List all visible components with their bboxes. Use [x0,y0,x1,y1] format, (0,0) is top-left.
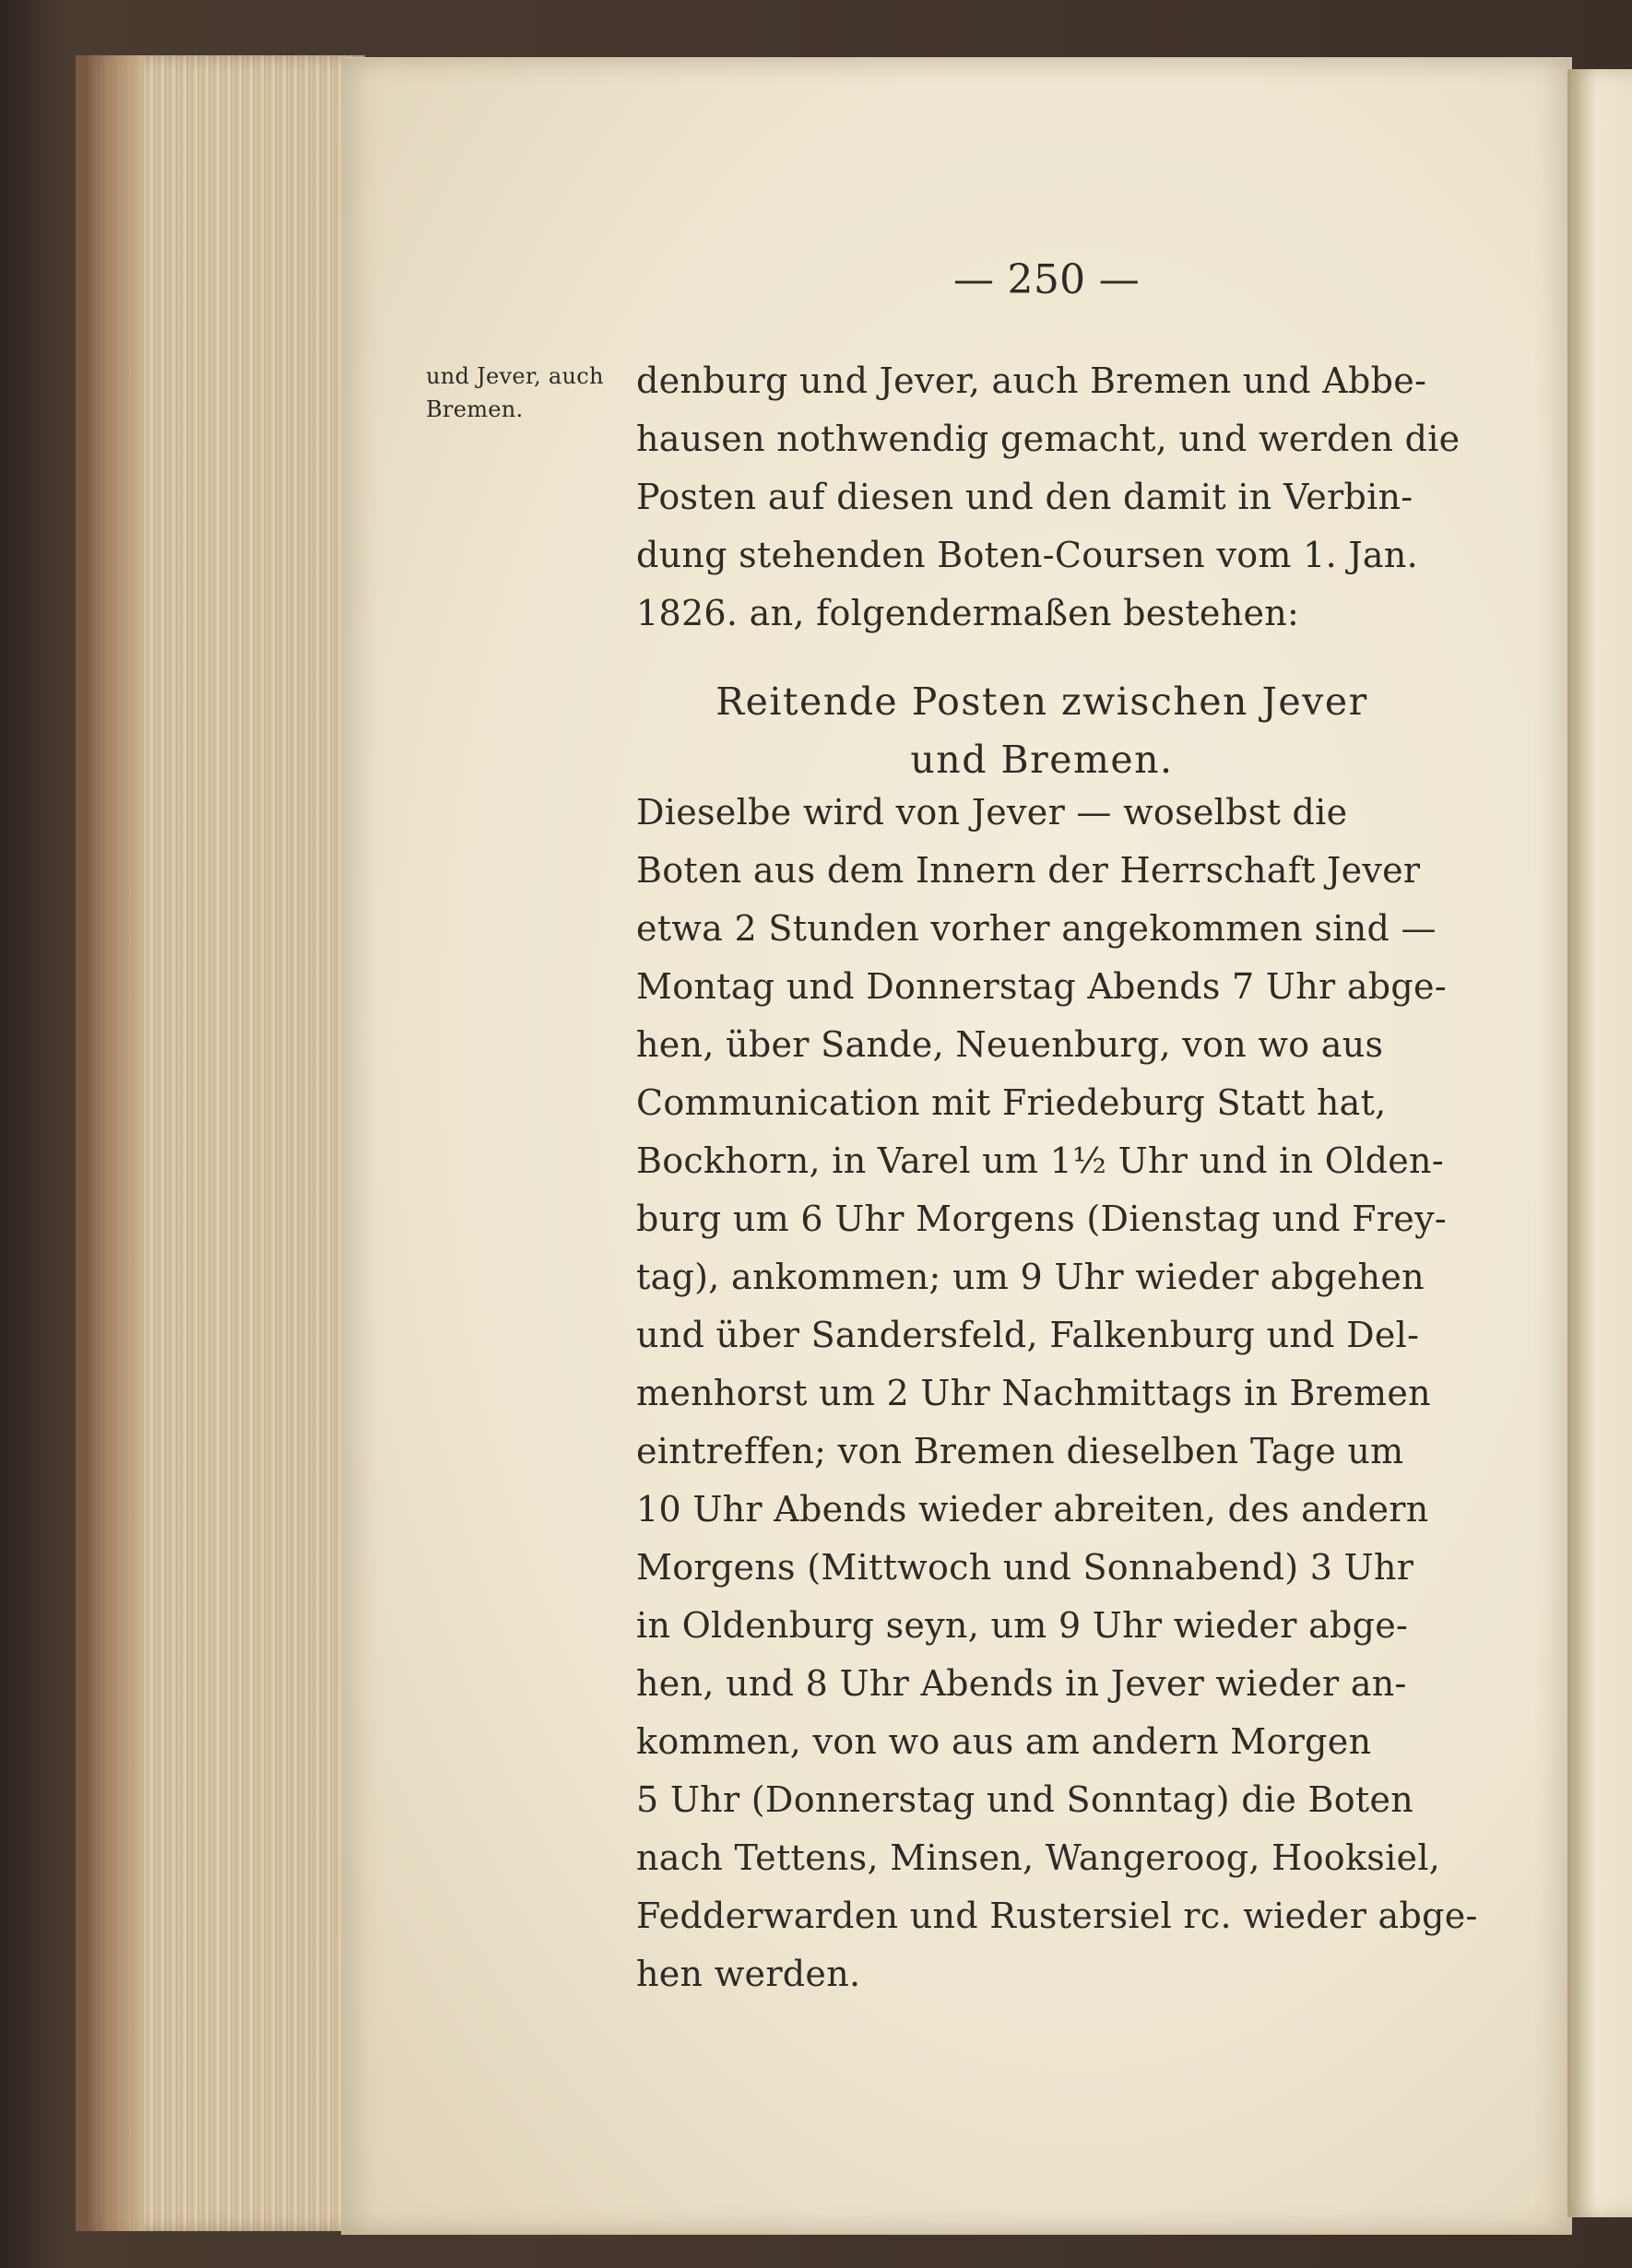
section-heading [645,673,1438,789]
body-line: Fedderwarden und Rustersiel rc. wieder abge- [636,1896,1478,1936]
body-line: Boten aus dem Innern der Herrschaft Jever [636,850,1421,891]
section-heading-line: und Bremen. [910,738,1174,782]
adjacent-page-edge [1567,69,1632,2217]
body-line: hen, und 8 Uhr Abends in Jever wieder an- [636,1663,1407,1704]
body-line: tag), ankommen; um 9 Uhr wieder abgehen [636,1257,1425,1297]
intro-line: 1826. an, folgendermaßen bestehen: [636,593,1300,633]
margin-note-line-2: Bremen. [426,396,524,422]
body-line: Montag und Donnerstag Abends 7 Uhr abge- [636,966,1447,1007]
body-paragraph [636,784,1478,2003]
margin-note-line-1: und Jever, auch [426,363,604,389]
body-line: menhorst um 2 Uhr Nachmittags in Bremen [636,1373,1431,1413]
intro-line: Posten auf diesen und den damit in Verbin- [636,477,1413,517]
body-line: Communication mit Friedeburg Statt hat, [636,1082,1387,1123]
body-line: hen werden. [636,1954,861,1994]
intro-paragraph [636,352,1461,643]
section-heading-line: Reitende Posten zwischen Jever [715,679,1368,724]
book-page-edges [76,55,365,2231]
body-line: und über Sandersfeld, Falkenburg und Del- [636,1315,1420,1355]
page-number: — 250 — [952,256,1141,303]
body-line: etwa 2 Stunden vorher angekommen sind — [636,908,1437,949]
intro-line: dung stehenden Boten-Coursen vom 1. Jan. [636,535,1418,575]
body-line: Bockhorn, in Varel um 1½ Uhr und in Olden- [636,1140,1444,1181]
body-line: hen, über Sande, Neuenburg, von wo aus [636,1024,1384,1065]
body-line: burg um 6 Uhr Morgens (Dienstag und Frey- [636,1199,1447,1239]
body-line: kommen, von wo aus am andern Morgen [636,1721,1372,1762]
body-line: Dieselbe wird von Jever — woselbst die [636,792,1348,833]
margin-note [426,360,604,426]
body-line: in Oldenburg seyn, um 9 Uhr wieder abge- [636,1605,1409,1646]
intro-line: hausen nothwendig gemacht, und werden die [636,419,1461,459]
body-line: 5 Uhr (Donnerstag und Sonntag) die Boten [636,1779,1414,1820]
body-line: 10 Uhr Abends wieder abreiten, des andern [636,1489,1429,1530]
intro-line: denburg und Jever, auch Bremen und Abbe- [636,360,1427,401]
body-line: nach Tettens, Minsen, Wangeroog, Hooksiel, [636,1837,1441,1878]
body-line: Morgens (Mittwoch und Sonnabend) 3 Uhr [636,1547,1414,1588]
body-line: eintreffen; von Bremen dieselben Tage um [636,1431,1404,1471]
